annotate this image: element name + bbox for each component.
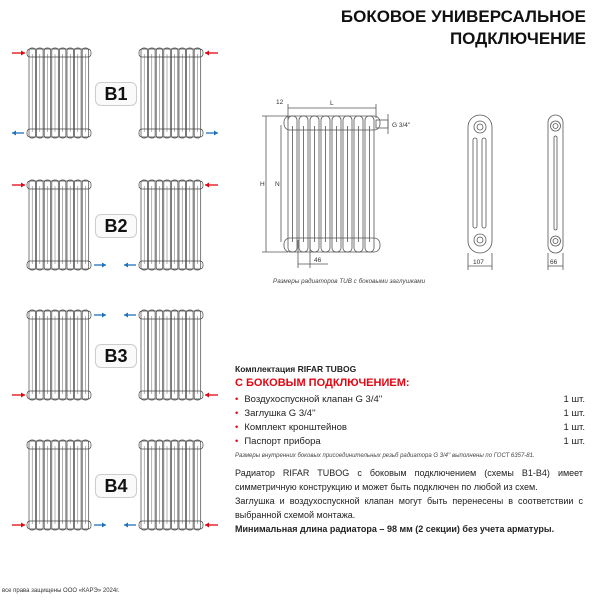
page-title: БОКОВОЕ УНИВЕРСАЛЬНОЕ ПОДКЛЮЧЕНИЕ: [340, 7, 586, 48]
dim-L: L: [330, 100, 334, 107]
kit-item: [235, 435, 585, 449]
description: [235, 466, 583, 536]
kit-item-qty: 1 шт.: [563, 436, 585, 447]
supply-arrow-icon: [12, 51, 25, 56]
kit-section: [235, 364, 585, 459]
description-p1: Радиатор RIFAR TUBOG с боковым подключением (схемы B1-B4) имеет симметричную конструкцию и может быть подключен по любой из схем.: [235, 468, 583, 492]
supply-arrow-icon: [205, 523, 218, 528]
bullet-icon: •: [235, 408, 239, 419]
description-p3: Минимальная длина радиатора – 98 мм (2 секции) без учета арматуры.: [235, 524, 555, 534]
dimension-drawing: [250, 90, 600, 280]
kit-item: [235, 407, 585, 421]
return-arrow-icon: [94, 263, 106, 268]
kit-item-name: Заглушка G 3/4'': [244, 408, 316, 419]
dim-66: 66: [550, 259, 558, 266]
radiator-left: [12, 440, 106, 530]
kit-item: [235, 393, 585, 407]
supply-arrow-icon: [12, 523, 25, 528]
supply-arrow-icon: [12, 183, 25, 188]
return-arrow-icon: [206, 131, 218, 136]
bullet-icon: •: [235, 436, 239, 447]
thread-label: G 3/4'': [392, 122, 411, 129]
scheme-label: B2: [95, 214, 137, 238]
radiator-right: [124, 310, 218, 400]
dim-107: 107: [473, 259, 484, 266]
dim-12: 12: [276, 99, 284, 106]
kit-item-name: Паспорт прибора: [244, 436, 321, 447]
supply-arrow-icon: [205, 393, 218, 398]
kit-note: Размеры внутренних боковых присоединительных резьб радиатора G 3/4'' выполнены по ГОСТ 6357-81.: [235, 453, 535, 459]
radiator-left: [12, 48, 91, 138]
kit-heading: Комплектация RIFAR TUBOG: [235, 364, 357, 374]
return-arrow-icon: [12, 131, 24, 136]
dim-H: H: [260, 181, 265, 188]
return-arrow-icon: [94, 313, 106, 318]
drawing-caption: Размеры радиаторов TUB с боковыми заглушками: [273, 278, 426, 285]
description-p2: Заглушка и воздухоспускной клапан могут быть перенесены в соответствии с выбранной схемой монтажа.: [235, 496, 583, 520]
radiator-left: [12, 310, 106, 400]
radiator-right: [124, 440, 218, 530]
dim-46: 46: [314, 257, 322, 264]
kit-item: [235, 421, 585, 435]
kit-item-qty: 1 шт.: [563, 422, 585, 433]
radiator-right: [139, 48, 218, 138]
return-arrow-icon: [94, 523, 106, 528]
dim-N: N: [275, 181, 280, 188]
kit-item-name: Воздухоспускной клапан G 3/4'': [244, 394, 383, 405]
copyright-footer: все права защищены ООО «КАРЭ» 2024г.: [2, 588, 120, 594]
kit-subheading: С БОКОВЫМ ПОДКЛЮЧЕНИЕМ:: [235, 377, 410, 389]
radiator-left: [12, 180, 106, 270]
scheme-label: B3: [95, 344, 137, 368]
supply-arrow-icon: [12, 393, 25, 398]
bullet-icon: •: [235, 394, 239, 405]
scheme-label: B1: [95, 82, 137, 106]
scheme-label: B4: [95, 474, 137, 498]
supply-arrow-icon: [205, 51, 218, 56]
return-arrow-icon: [124, 263, 136, 268]
kit-item-qty: 1 шт.: [563, 394, 585, 405]
return-arrow-icon: [124, 313, 136, 318]
supply-arrow-icon: [205, 183, 218, 188]
bullet-icon: •: [235, 422, 239, 433]
kit-item-name: Комплект кронштейнов: [244, 422, 347, 433]
kit-item-qty: 1 шт.: [563, 408, 585, 419]
return-arrow-icon: [124, 523, 136, 528]
radiator-right: [124, 180, 218, 270]
